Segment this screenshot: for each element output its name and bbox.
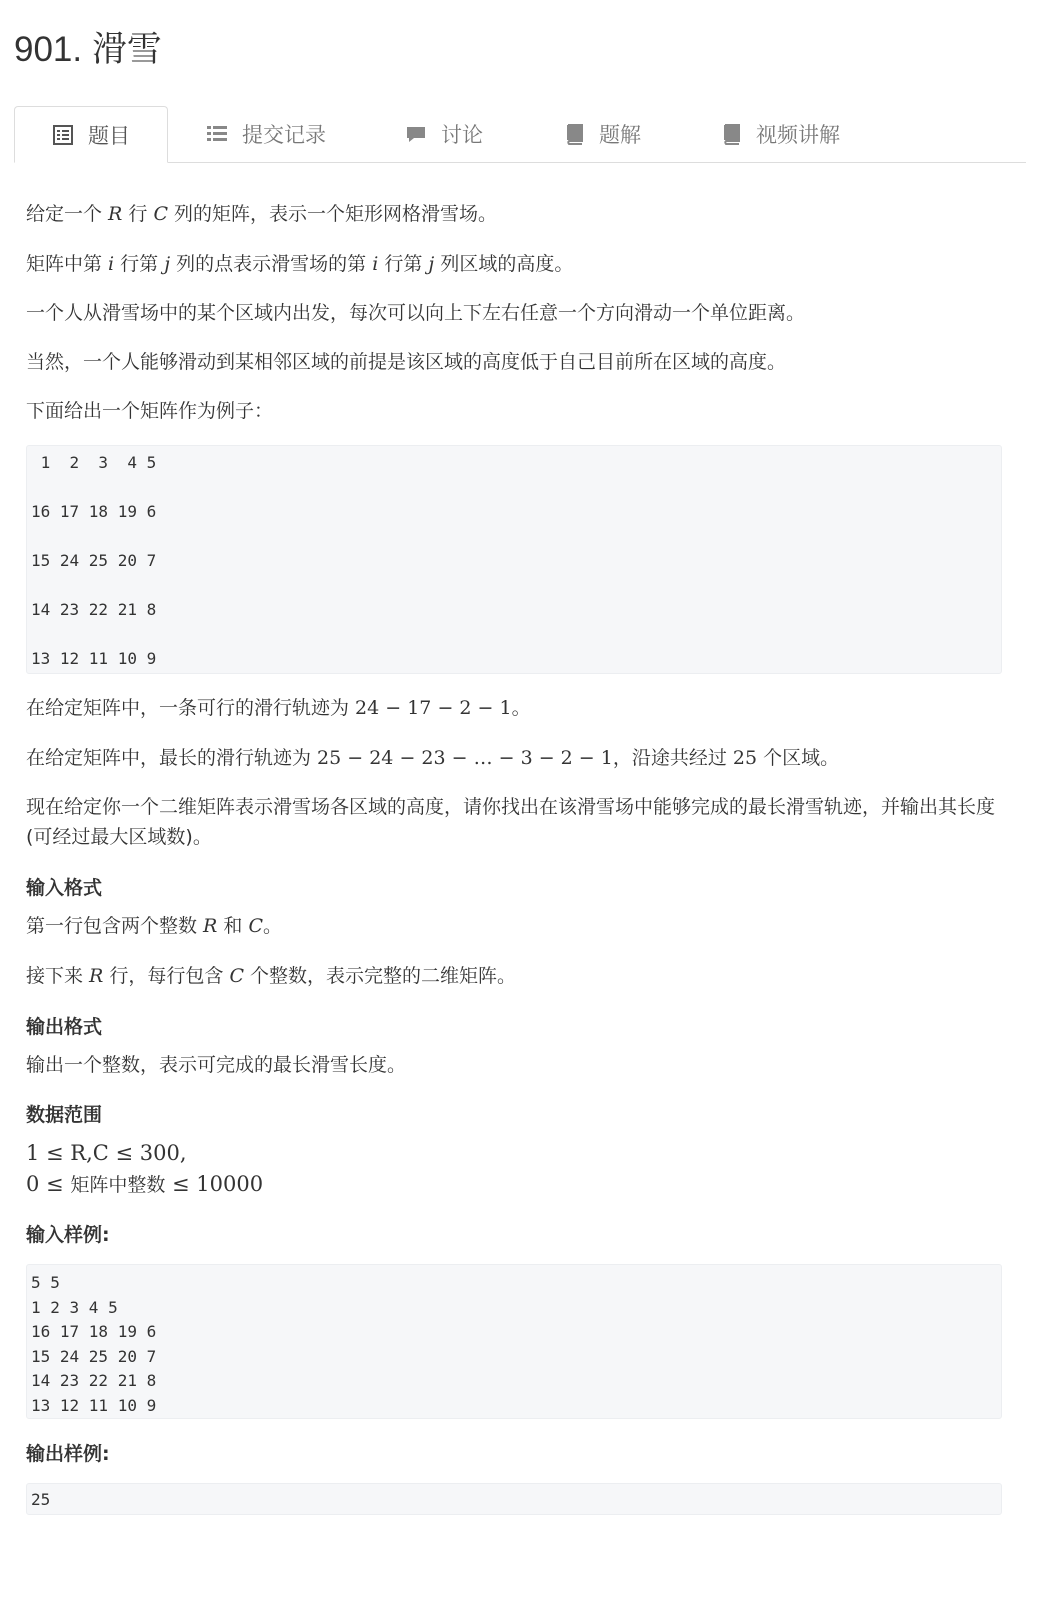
tab-label: 题目 [88, 123, 130, 148]
sample-input-line: 13 12 11 10 9 [31, 1395, 157, 1415]
sample-input-heading: 输入样例: [26, 1224, 110, 1246]
tab-label: 题解 [599, 123, 641, 147]
list-alt-icon [52, 124, 74, 146]
sample-output-heading: 输出样例: [26, 1443, 110, 1465]
sample-output-block [26, 1483, 1002, 1515]
page-title: 901. 滑雪 [14, 30, 162, 69]
matrix-row: 15 24 25 20 7 [31, 551, 157, 570]
tab-bar [14, 106, 1026, 163]
sample-output-line: 25 [31, 1490, 51, 1509]
range-line: 0 ≤ 矩阵中整数 ≤ 10000 [26, 1172, 264, 1196]
matrix-row: 16 17 18 19 6 [31, 502, 157, 521]
tab-label: 讨论 [441, 123, 483, 147]
tab-discussion[interactable] [405, 106, 483, 162]
paragraph: 在给定矩阵中，最长的滑行轨迹为 25 − 24 − 23 − … − 3 − 2 − 1，沿途共经过 25 个区域。 [26, 747, 840, 769]
book-icon [563, 123, 585, 145]
tab-submissions[interactable] [206, 106, 326, 162]
sample-input-line: 5 5 [31, 1273, 60, 1292]
tab-label: 视频讲解 [756, 123, 840, 147]
paragraph: 在给定矩阵中，一条可行的滑行轨迹为 24 − 17 − 2 − 1。 [26, 697, 531, 719]
example-matrix-block [26, 445, 1002, 674]
sample-input-line: 1 2 3 4 5 [31, 1297, 118, 1317]
tab-problem[interactable] [14, 106, 168, 163]
matrix-row: 1 2 3 4 5 [31, 453, 157, 472]
sample-input-block [26, 1264, 1002, 1419]
tab-solutions[interactable] [563, 106, 641, 162]
paragraph: 矩阵中第 i 行第 j 列的点表示滑雪场的第 i 行第 j 列区域的高度。 [26, 253, 574, 275]
output-format-heading: 输出格式 [26, 1016, 103, 1038]
input-format-heading: 输入格式 [26, 877, 103, 899]
sample-input-line: 16 17 18 19 6 [31, 1322, 157, 1342]
list-icon [206, 123, 228, 145]
sample-input-line: 15 24 25 20 7 [31, 1346, 157, 1366]
paragraph: 一个人从滑雪场中的某个区域内出发，每次可以向上下左右任意一个方向滑动一个单位距离。 [26, 302, 806, 324]
comment-icon [405, 123, 427, 145]
paragraph: 第一行包含两个整数 R 和 C。 [26, 915, 283, 937]
paragraph: 下面给出一个矩阵作为例子： [26, 400, 274, 422]
range-heading: 数据范围 [26, 1104, 103, 1126]
book-icon [720, 123, 742, 145]
tab-label: 提交记录 [242, 123, 326, 147]
range-line: 1 ≤ R,C ≤ 300, [26, 1141, 187, 1165]
matrix-row: 13 12 11 10 9 [31, 649, 157, 668]
sample-input-line: 14 23 22 21 8 [31, 1371, 157, 1391]
matrix-row: 14 23 22 21 8 [31, 600, 157, 619]
paragraph: 接下来 R 行，每行包含 C 个整数，表示完整的二维矩阵。 [26, 965, 517, 987]
tab-video[interactable] [720, 106, 840, 162]
paragraph: 现在给定你一个二维矩阵表示滑雪场各区域的高度，请你找出在该滑雪场中能够完成的最长滑雪轨迹，并输出其长度(可经过最大区域数)。 [26, 796, 996, 848]
paragraph: 输出一个整数，表示可完成的最长滑雪长度。 [26, 1054, 407, 1076]
paragraph: 给定一个 R 行 C 列的矩阵，表示一个矩形网格滑雪场。 [26, 203, 498, 225]
paragraph: 当然，一个人能够滑动到某相邻区域的前提是该区域的高度低于自己目前所在区域的高度。 [26, 351, 787, 373]
